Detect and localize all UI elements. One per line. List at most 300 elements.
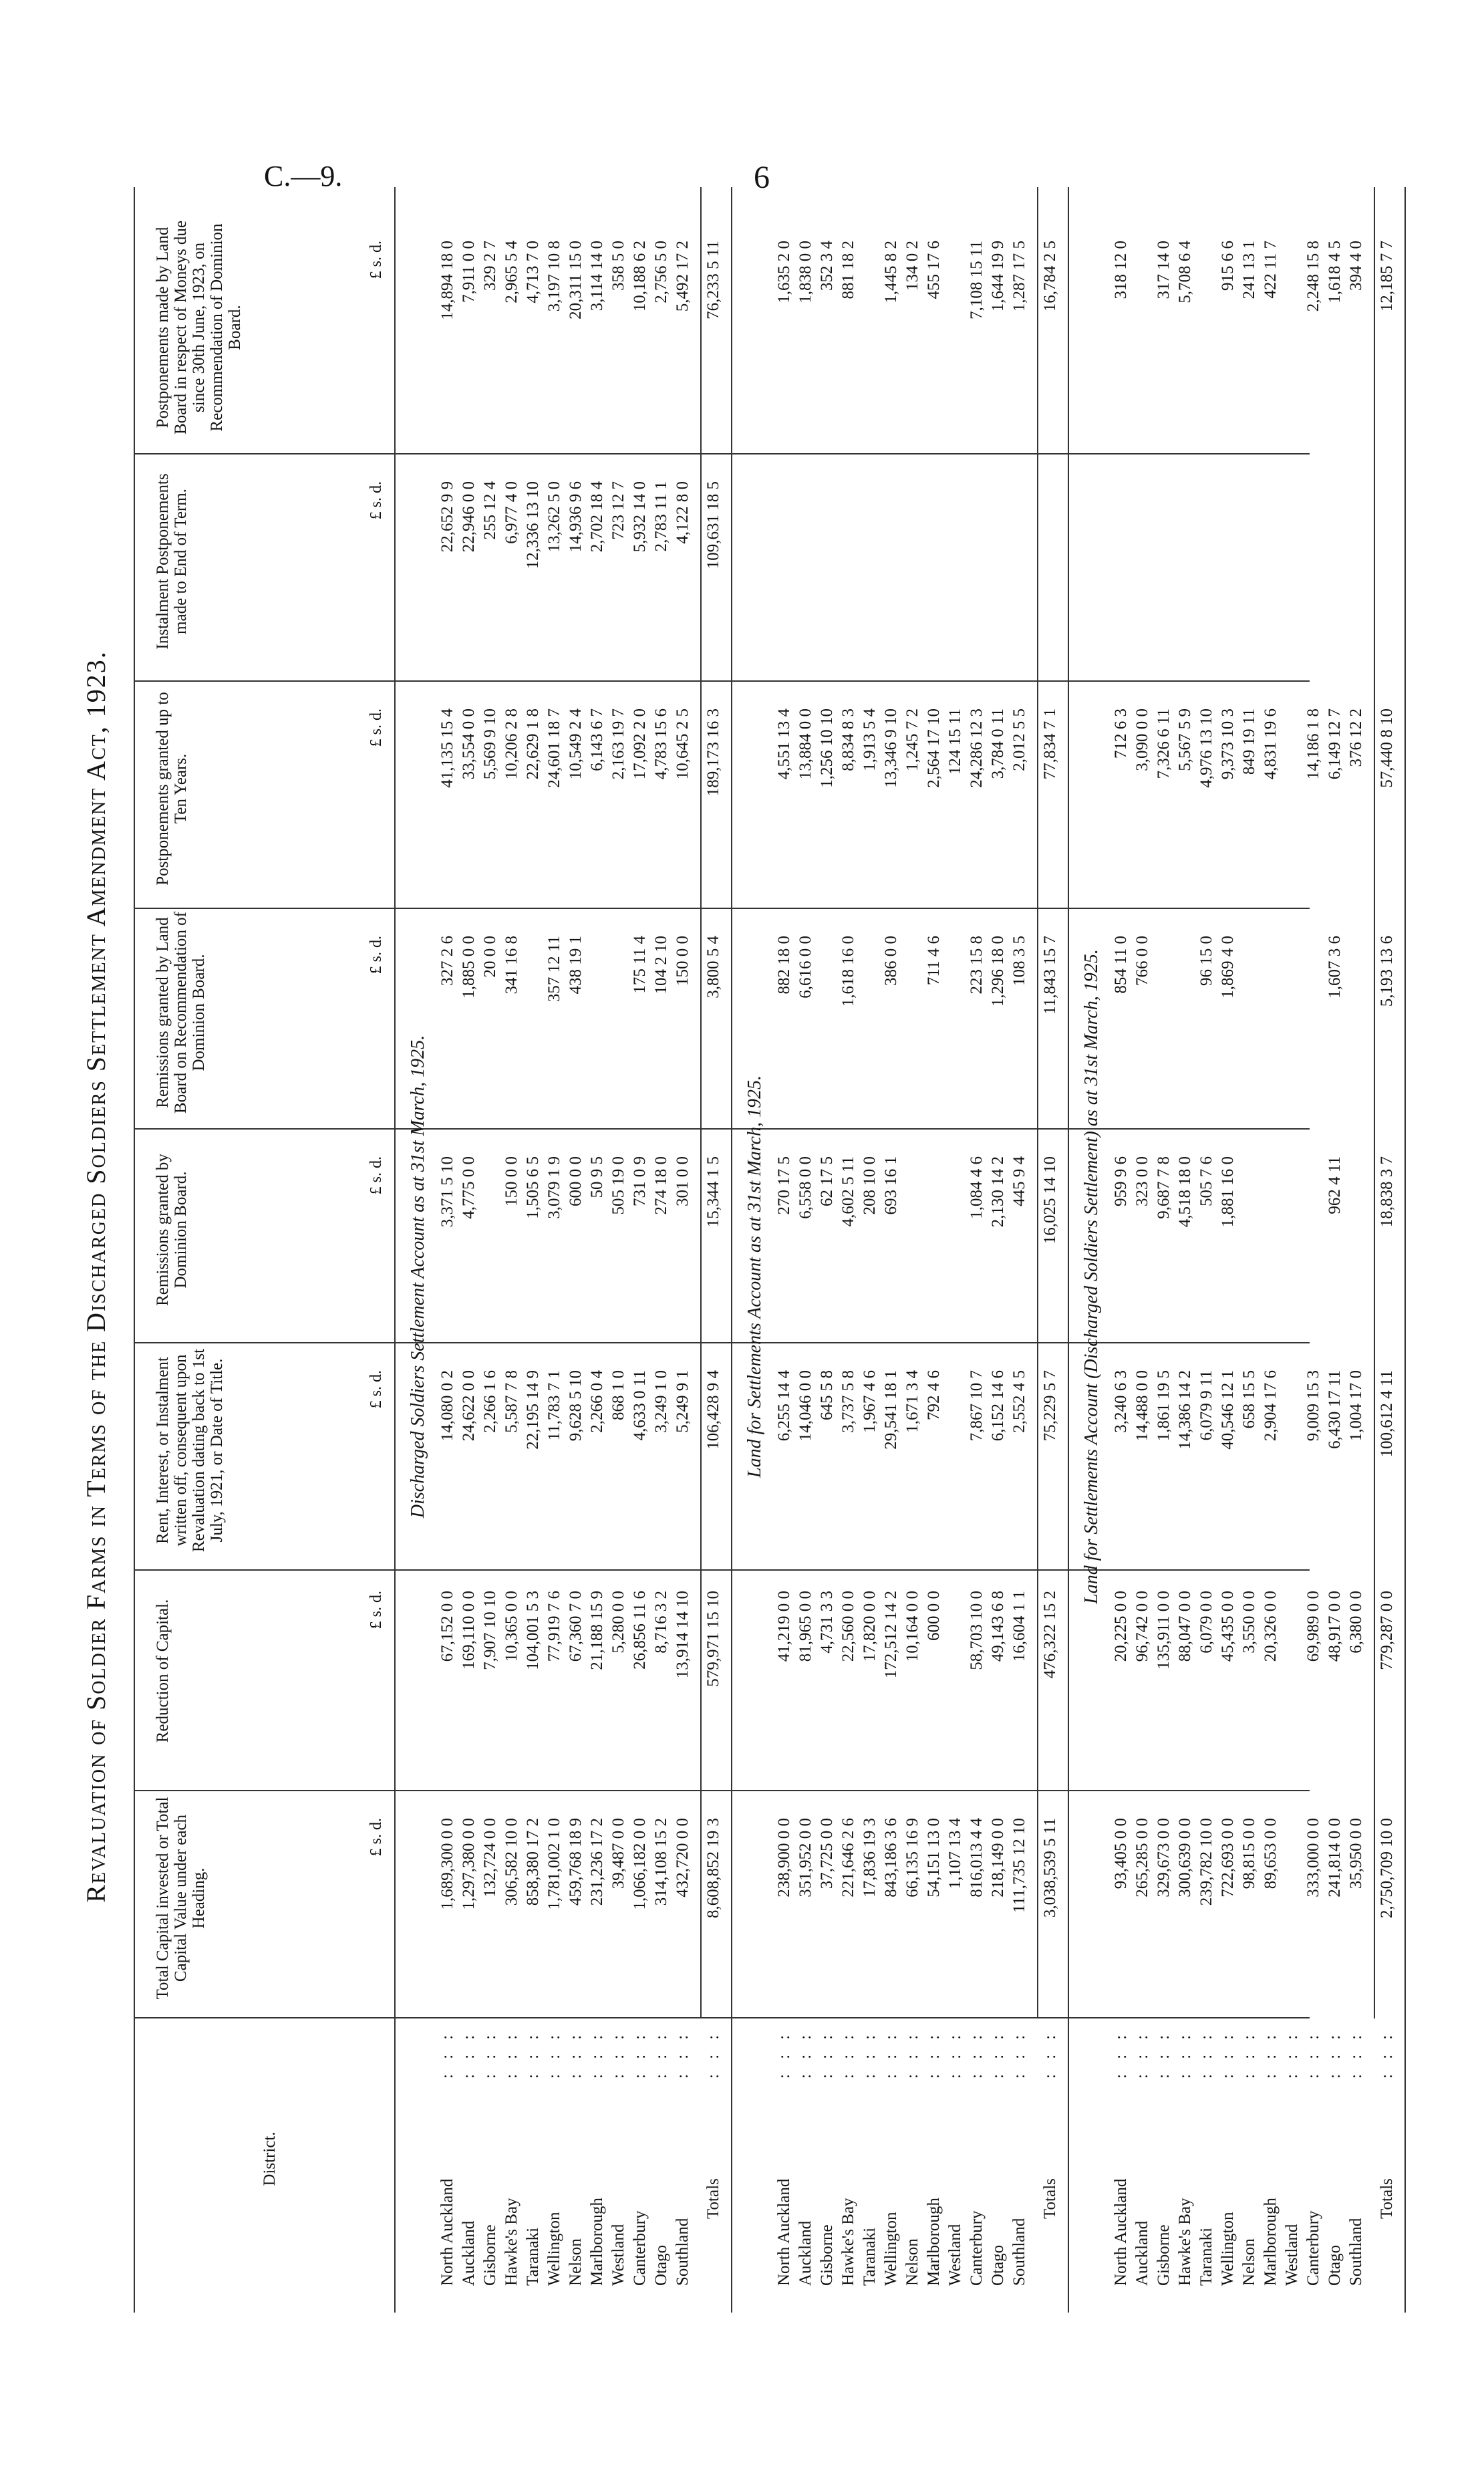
table-cell: 358 5 0: [609, 241, 627, 291]
district-name: Hawke's Bay: [1176, 2198, 1194, 2286]
table-cell: 3,114 14 0: [588, 241, 606, 311]
table-cell: 22,946 0 0: [460, 481, 478, 553]
leader-dots: : : :: [652, 2029, 670, 2079]
table-row: [818, 174, 838, 2379]
table-row: [1283, 174, 1303, 2379]
table-cell: 6,430 17 11: [1326, 1370, 1344, 1449]
table-row: [1262, 174, 1282, 2379]
table-cell: 6,616 0 0: [796, 936, 814, 999]
table-cell: 1,066,182 0 0: [631, 1818, 649, 1910]
district-name: Westland: [609, 2224, 627, 2286]
table-cell: 17,836 19 3: [861, 1818, 879, 1897]
table-row: [524, 174, 544, 2379]
table-row: [567, 174, 587, 2379]
table-cell: 10,549 2 4: [567, 708, 585, 780]
units-label: £ s. d.: [367, 708, 385, 747]
table-cell: 2,266 0 4: [588, 1370, 606, 1433]
district-name: Canterbury: [631, 2210, 649, 2286]
table-cell: 2,564 17 10: [925, 708, 943, 788]
table-cell: 711 4 6: [925, 936, 943, 986]
district-name: Auckland: [460, 2220, 478, 2286]
table-cell: 49,143 6 8: [989, 1591, 1007, 1662]
table-cell: 5,280 0 0: [609, 1591, 627, 1654]
table-cell: 4,775 0 0: [460, 1156, 478, 1219]
district-name: Auckland: [796, 2220, 814, 2286]
leader-dots: : : :: [1219, 2029, 1237, 2079]
totals-row: [1378, 174, 1398, 2379]
section-rule: [1404, 187, 1406, 2313]
totals-rule: [700, 187, 702, 2018]
leader-dots: : : :: [704, 2029, 722, 2079]
table-cell: 14,936 9 6: [567, 481, 585, 553]
table-cell: 50 9 5: [588, 1156, 606, 1198]
table-row: [481, 174, 501, 2379]
table-row: [946, 174, 966, 2379]
units-label: £ s. d.: [367, 1370, 385, 1409]
table-cell: 238,900 0 0: [775, 1818, 793, 1897]
table-cell: 22,560 0 0: [839, 1591, 857, 1662]
table-cell: 41,219 0 0: [775, 1591, 793, 1662]
leader-dots: : : :: [1133, 2029, 1151, 2079]
leader-dots: : : :: [1262, 2029, 1280, 2079]
table-cell: 81,965 0 0: [796, 1591, 814, 1662]
table-cell: 14,186 1 8: [1304, 708, 1322, 780]
table-cell: 12,336 13 10: [524, 481, 542, 569]
table-cell: 48,917 0 0: [1326, 1591, 1344, 1662]
table-cell: 1,084 4 6: [968, 1156, 986, 1219]
table-cell: 3,197 10 8: [545, 241, 563, 312]
table-cell: 45,435 0 0: [1219, 1591, 1237, 1662]
table-row: [1010, 174, 1030, 2379]
leader-dots: : : :: [567, 2029, 585, 2079]
table-cell: 14,894 18 0: [438, 241, 456, 320]
table-cell: 2,702 18 4: [588, 481, 606, 553]
district-name: Marlborough: [588, 2198, 606, 2286]
leader-dots: : : :: [818, 2029, 836, 2079]
leader-dots: : : :: [460, 2029, 478, 2079]
totals-rule: [1374, 187, 1375, 2018]
leader-dots: : : :: [1326, 2029, 1344, 2079]
table-cell: 6,143 6 7: [588, 708, 606, 771]
table-cell: 300,639 0 0: [1176, 1818, 1194, 1897]
table-cell: 394 4 0: [1347, 241, 1365, 291]
rotated-table: [80, 174, 1396, 2379]
table-row: [1304, 174, 1324, 2379]
table-cell: 2,783 11 1: [652, 481, 670, 552]
table-cell: 341 16 8: [502, 936, 521, 995]
table-cell: 9,628 5 10: [567, 1370, 585, 1442]
table-rule: [134, 187, 135, 2313]
table-cell: 1,967 4 6: [861, 1370, 879, 1433]
table-cell: 5,569 9 10: [481, 708, 499, 780]
total-cell: 16,025 14 10: [1041, 1156, 1059, 1245]
district-name: Auckland: [1133, 2220, 1151, 2286]
table-cell: 1,004 17 0: [1347, 1370, 1365, 1442]
table-cell: 239,782 10 0: [1197, 1818, 1215, 1906]
total-cell: 11,843 15 7: [1041, 936, 1059, 1015]
table-cell: 20,326 0 0: [1262, 1591, 1280, 1662]
table-cell: 241,814 0 0: [1326, 1818, 1344, 1897]
table-row: [1155, 174, 1175, 2379]
table-cell: 40,546 12 1: [1219, 1370, 1237, 1450]
units-label: £ s. d.: [367, 936, 385, 974]
table-cell: 306,582 10 0: [502, 1818, 521, 1906]
table-row: [438, 174, 458, 2379]
table-cell: 6,380 0 0: [1347, 1591, 1365, 1654]
table-cell: 317 14 0: [1155, 241, 1173, 299]
table-cell: 26,856 11 6: [631, 1591, 649, 1670]
total-cell: 12,185 7 7: [1378, 241, 1396, 312]
totals-label: Totals: [1378, 2178, 1396, 2219]
table-cell: 274 18 0: [652, 1156, 670, 1215]
table-cell: 175 11 4: [631, 936, 649, 994]
table-row: [674, 174, 694, 2379]
table-cell: 959 9 6: [1112, 1156, 1130, 1206]
table-cell: 5,932 14 0: [631, 481, 649, 553]
total-cell: 189,173 16 3: [704, 708, 722, 797]
table-cell: 24,286 12 3: [968, 708, 986, 788]
table-cell: 868 1 0: [609, 1370, 627, 1420]
district-name: Otago: [989, 2244, 1007, 2286]
table-cell: 455 17 6: [925, 241, 943, 299]
total-cell: 109,631 18 5: [704, 481, 722, 569]
totals-label: Totals: [704, 2178, 722, 2219]
table-cell: 600 0 0: [925, 1591, 943, 1641]
table-cell: 67,152 0 0: [438, 1591, 456, 1662]
table-cell: 600 0 0: [567, 1156, 585, 1206]
table-cell: 6,152 14 6: [989, 1370, 1007, 1442]
table-row: [1347, 174, 1367, 2379]
total-cell: 3,038,539 5 11: [1041, 1818, 1059, 1918]
leader-dots: : : :: [609, 2029, 627, 2079]
district-name: Canterbury: [968, 2210, 986, 2286]
units-label: £ s. d.: [367, 1818, 385, 1857]
district-name: Marlborough: [1262, 2198, 1280, 2286]
table-cell: 3,371 5 10: [438, 1156, 456, 1228]
table-cell: 7,326 6 11: [1155, 708, 1173, 779]
table-cell: 88,047 0 0: [1176, 1591, 1194, 1662]
district-name: Nelson: [567, 2238, 585, 2286]
table-cell: 218,149 0 0: [989, 1818, 1007, 1897]
table-cell: 24,601 18 7: [545, 708, 563, 788]
table-cell: 438 19 1: [567, 936, 585, 995]
total-cell: 18,838 3 7: [1378, 1156, 1396, 1228]
table-cell: 33,554 0 0: [460, 708, 478, 780]
table-cell: 10,188 6 2: [631, 241, 649, 312]
units-label: £ s. d.: [367, 1591, 385, 1629]
table-cell: 849 19 11: [1240, 708, 1258, 775]
leader-dots: : : :: [438, 2029, 456, 2079]
table-cell: 2,012 5 5: [1010, 708, 1028, 771]
table-cell: 223 15 8: [968, 936, 986, 995]
leader-dots: : : :: [775, 2029, 793, 2079]
table-cell: 854 11 0: [1112, 936, 1130, 994]
table-cell: 77,919 7 6: [545, 1591, 563, 1662]
column-heading: Total Capital invested or Total Capital Value under each Heading.: [154, 1797, 208, 2000]
table-cell: 108 3 5: [1010, 936, 1028, 986]
section-heading: Discharged Soldiers Settlement Account as at 31st March, 1925.: [408, 1035, 428, 1519]
table-cell: 1,256 10 10: [818, 708, 836, 788]
table-cell: 2,965 5 4: [502, 241, 521, 303]
table-cell: 11,783 7 1: [545, 1370, 563, 1441]
table-row: [925, 174, 945, 2379]
leader-dots: : : :: [861, 2029, 879, 2079]
table-cell: 1,607 3 6: [1326, 936, 1344, 999]
district-name: Otago: [652, 2244, 670, 2286]
table-cell: 3,737 5 8: [839, 1370, 857, 1433]
district-name: North Auckland: [438, 2178, 456, 2286]
total-cell: 15,344 1 5: [704, 1156, 722, 1228]
totals-row: [704, 174, 724, 2379]
page-reference: C.—9.: [264, 160, 343, 192]
table-cell: 645 5 8: [818, 1370, 836, 1420]
table-cell: 22,629 1 8: [524, 708, 542, 780]
table-row: [609, 174, 629, 2379]
table-cell: 21,188 15 9: [588, 1591, 606, 1670]
district-name: Wellington: [1219, 2212, 1237, 2286]
table-cell: 1,885 0 0: [460, 936, 478, 999]
table-cell: 318 12 0: [1112, 241, 1130, 299]
table-cell: 816,013 4 4: [968, 1818, 986, 1897]
total-cell: 5,193 13 6: [1378, 936, 1396, 1007]
total-cell: 3,800 5 4: [704, 936, 722, 999]
table-cell: 7,911 0 0: [460, 241, 478, 303]
table-cell: 4,122 8 0: [674, 481, 692, 544]
table-cell: 2,248 15 8: [1304, 241, 1322, 312]
table-row: [460, 174, 480, 2379]
totals-rule: [1037, 187, 1038, 2018]
table-cell: 6,255 14 4: [775, 1370, 793, 1442]
table-cell: 3,079 1 9: [545, 1156, 563, 1219]
table-cell: 2,756 5 0: [652, 241, 670, 303]
table-cell: 1,618 16 0: [839, 936, 857, 1007]
leader-dots: : : :: [674, 2029, 692, 2079]
leader-dots: : : :: [839, 2029, 857, 2079]
table-cell: 241 13 1: [1240, 241, 1258, 299]
leader-dots: : : :: [925, 2029, 943, 2079]
district-name: Taranaki: [524, 2227, 542, 2286]
district-name: Southland: [1010, 2218, 1028, 2286]
leader-dots: : : :: [1347, 2029, 1365, 2079]
table-cell: 962 4 11: [1326, 1156, 1344, 1214]
table-cell: 882 18 0: [775, 936, 793, 995]
leader-dots: : : :: [1176, 2029, 1194, 2079]
table-cell: 445 9 4: [1010, 1156, 1028, 1206]
district-name: Otago: [1326, 2244, 1344, 2286]
table-cell: 4,731 3 3: [818, 1591, 836, 1654]
table-cell: 1,296 18 0: [989, 936, 1007, 1007]
table-cell: 1,838 0 0: [796, 241, 814, 303]
section-rule: [1068, 187, 1069, 2313]
district-name: Gisborne: [481, 2224, 499, 2286]
district-name: Southland: [674, 2218, 692, 2286]
district-name: Hawke's Bay: [839, 2198, 857, 2286]
table-cell: 10,645 2 5: [674, 708, 692, 780]
table-cell: 16,604 1 1: [1010, 1591, 1028, 1662]
table-cell: 843,186 3 6: [882, 1818, 900, 1897]
table-cell: 10,206 2 8: [502, 708, 521, 780]
table-cell: 766 0 0: [1133, 936, 1151, 986]
district-name: Southland: [1347, 2218, 1365, 2286]
leader-dots: : : :: [796, 2029, 814, 2079]
district-name: Westland: [946, 2224, 964, 2286]
column-heading: Rent, Interest, or Instalment written off, consequent upon Revaluation dating back to 1st July, 1921, or Date of Title.: [154, 1348, 226, 1553]
table-rule: [394, 187, 396, 2313]
table-cell: 9,687 7 8: [1155, 1156, 1173, 1219]
table-cell: 10,365 0 0: [502, 1591, 521, 1662]
table-cell: 104,001 5 3: [524, 1591, 542, 1670]
table-cell: 22,652 9 9: [438, 481, 456, 553]
table-cell: 39,487 0 0: [609, 1818, 627, 1889]
table-cell: 6,149 12 7: [1326, 708, 1344, 780]
table-cell: 111,735 12 10: [1010, 1818, 1028, 1913]
table-cell: 172,512 14 2: [882, 1591, 900, 1679]
district-name: North Auckland: [775, 2178, 793, 2286]
table-cell: 4,602 5 11: [839, 1156, 857, 1227]
table-cell: 69,989 0 0: [1304, 1591, 1322, 1662]
column-heading: Postponements granted up to Ten Years.: [154, 692, 190, 886]
table-cell: 4,976 13 10: [1197, 708, 1215, 788]
table-cell: 17,092 2 0: [631, 708, 649, 780]
section-rule: [731, 187, 732, 2313]
table-cell: 20,225 0 0: [1112, 1591, 1130, 1662]
table-cell: 3,550 0 0: [1240, 1591, 1258, 1654]
leader-dots: : : :: [631, 2029, 649, 2079]
table-row: [1112, 174, 1132, 2379]
table-cell: 422 11 7: [1262, 241, 1280, 299]
table-cell: 20 0 0: [481, 936, 499, 978]
column-heading: Remissions granted by Dominion Board.: [154, 1154, 190, 1306]
table-cell: 98,815 0 0: [1240, 1818, 1258, 1889]
table-cell: 3,784 0 11: [989, 708, 1007, 779]
table-cell: 1,869 4 0: [1219, 936, 1237, 999]
table-cell: 132,724 0 0: [481, 1818, 499, 1897]
table-cell: 8,716 3 2: [652, 1591, 670, 1654]
column-heading: Postponements made by Land Board in respect of Moneys due since 30th June, 1923, on Recommendation of Dominion Board.: [154, 220, 244, 435]
table-cell: 89,653 0 0: [1262, 1818, 1280, 1889]
table-cell: 333,000 0 0: [1304, 1818, 1322, 1897]
totals-label: Totals: [1041, 2178, 1059, 2219]
table-cell: 723 12 7: [609, 481, 627, 540]
table-cell: 1,618 4 5: [1326, 241, 1344, 303]
table-cell: 658 15 5: [1240, 1370, 1258, 1429]
district-name: Nelson: [1240, 2238, 1258, 2286]
table-cell: 376 12 2: [1347, 708, 1365, 767]
table-cell: 7,867 10 7: [968, 1370, 986, 1442]
table-cell: 134 0 2: [903, 241, 921, 291]
table-cell: 915 6 6: [1219, 241, 1237, 291]
table-cell: 14,386 14 2: [1176, 1370, 1194, 1450]
table-row: [545, 174, 565, 2379]
table-cell: 29,541 18 1: [882, 1370, 900, 1450]
table-row: [502, 174, 523, 2379]
table-cell: 2,130 14 2: [989, 1156, 1007, 1228]
table-row: [861, 174, 881, 2379]
table-row: [1326, 174, 1346, 2379]
leader-dots: : : :: [882, 2029, 900, 2079]
table-cell: 386 0 0: [882, 936, 900, 986]
table-cell: 4,551 13 4: [775, 708, 793, 780]
table-cell: 7,108 15 11: [968, 241, 986, 319]
leader-dots: : : :: [588, 2029, 606, 2079]
table-row: [631, 174, 651, 2379]
table-row: [839, 174, 859, 2379]
district-name: Gisborne: [818, 2224, 836, 2286]
table-cell: 93,405 0 0: [1112, 1818, 1130, 1889]
total-cell: 2,750,709 10 0: [1378, 1818, 1396, 1918]
table-row: [652, 174, 672, 2379]
table-cell: 329,673 0 0: [1155, 1818, 1173, 1897]
total-cell: 57,440 8 10: [1378, 708, 1396, 788]
district-name: Nelson: [903, 2238, 921, 2286]
table-cell: 432,720 0 0: [674, 1818, 692, 1897]
table-row: [903, 174, 923, 2379]
table-cell: 1,107 13 4: [946, 1818, 964, 1889]
column-heading: Instalment Postponements made to End of Term.: [154, 473, 190, 650]
table-cell: 150 0 0: [674, 936, 692, 986]
table-cell: 10,164 0 0: [903, 1591, 921, 1662]
table-cell: 1,644 19 9: [989, 241, 1007, 312]
table-cell: 351,952 0 0: [796, 1818, 814, 1897]
section-heading: Land for Settlements Account as at 31st March, 1925.: [744, 1075, 765, 1478]
table-cell: 41,135 15 4: [438, 708, 456, 788]
district-name: Canterbury: [1304, 2210, 1322, 2286]
table-row: [1240, 174, 1260, 2379]
table-cell: 9,373 10 3: [1219, 708, 1237, 780]
total-cell: 100,612 4 11: [1378, 1370, 1396, 1458]
table-cell: 314,108 15 2: [652, 1818, 670, 1906]
district-name: Gisborne: [1155, 2224, 1173, 2286]
table-cell: 20,311 15 0: [567, 241, 585, 319]
leader-dots: : : :: [502, 2029, 521, 2079]
table-cell: 58,703 10 0: [968, 1591, 986, 1670]
column-heading: District.: [261, 2131, 279, 2186]
total-cell: 476,322 15 2: [1041, 1591, 1059, 1679]
table-cell: 3,240 6 3: [1112, 1370, 1130, 1433]
table-cell: 1,881 16 0: [1219, 1156, 1237, 1228]
table-cell: 37,725 0 0: [818, 1818, 836, 1889]
leader-dots: : : :: [1155, 2029, 1173, 2079]
table-cell: 169,110 0 0: [460, 1591, 478, 1670]
table-cell: 124 15 11: [946, 708, 964, 775]
table-row: [1197, 174, 1217, 2379]
leader-dots: : : :: [946, 2029, 964, 2079]
table-cell: 2,904 17 6: [1262, 1370, 1280, 1442]
total-cell: 8,608,852 19 3: [704, 1818, 722, 1918]
table-cell: 54,151 13 0: [925, 1818, 943, 1897]
table-row: [1219, 174, 1239, 2379]
table-cell: 5,249 9 1: [674, 1370, 692, 1433]
leader-dots: : : :: [524, 2029, 542, 2079]
table-cell: 858,380 17 2: [524, 1818, 542, 1906]
table-cell: 301 0 0: [674, 1156, 692, 1206]
table-cell: 3,249 1 0: [652, 1370, 670, 1433]
table-cell: 67,360 7 0: [567, 1591, 585, 1662]
table-cell: 1,505 6 5: [524, 1156, 542, 1219]
table-cell: 329 2 7: [481, 241, 499, 291]
table-cell: 459,768 18 9: [567, 1818, 585, 1906]
table-cell: 22,195 14 9: [524, 1370, 542, 1450]
table-cell: 6,558 0 0: [796, 1156, 814, 1219]
table-row: [1176, 174, 1196, 2379]
table-cell: 9,009 15 3: [1304, 1370, 1322, 1442]
table-cell: 13,262 5 0: [545, 481, 563, 553]
leader-dots: : : :: [1010, 2029, 1028, 2079]
total-cell: 76,233 5 11: [704, 241, 722, 319]
leader-dots: : : :: [1240, 2029, 1258, 2079]
table-cell: 505 7 6: [1197, 1156, 1215, 1206]
district-name: Taranaki: [861, 2227, 879, 2286]
